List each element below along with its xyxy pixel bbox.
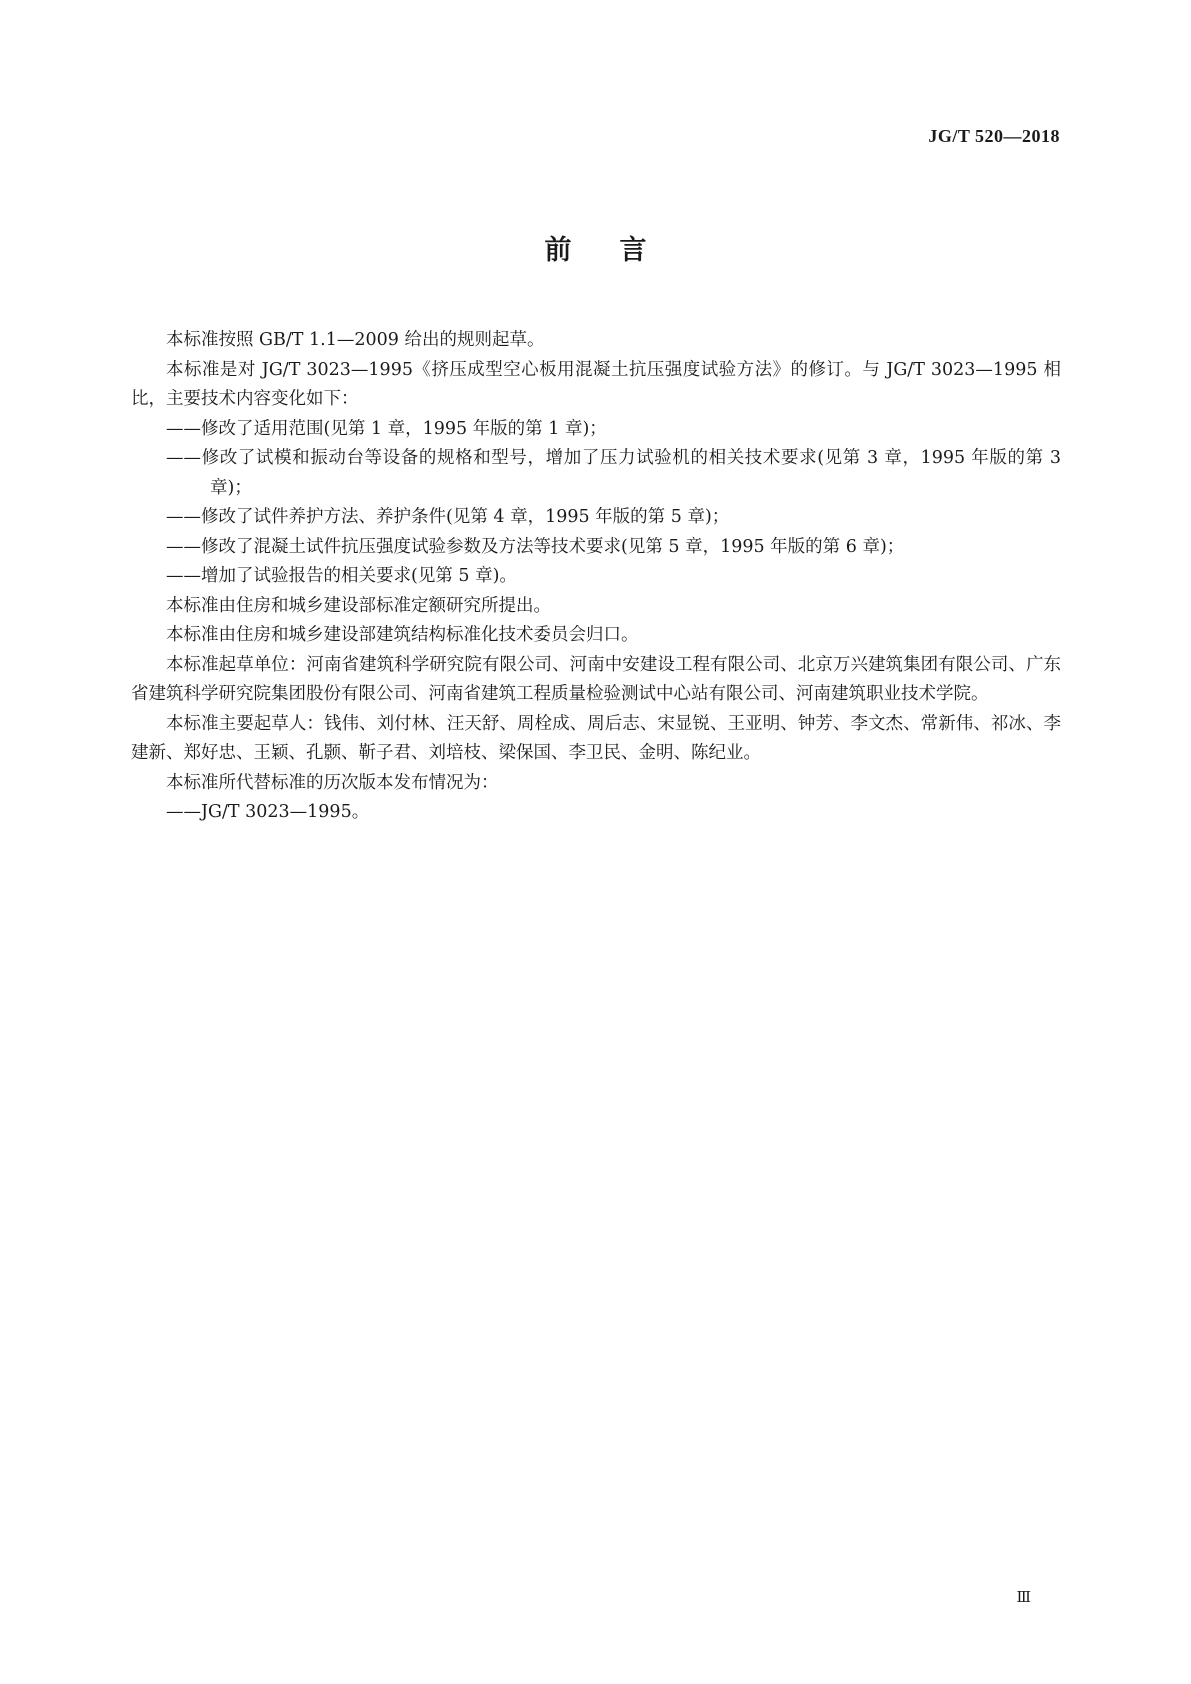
previous-edition-item: ——JG/T 3023—1995。: [166, 802, 370, 822]
change-item-scope: ——修改了适用范围(见第 1 章，1995 年版的第 1 章)；: [166, 418, 607, 439]
paragraph-proposed-by: 本标准由住房和城乡建设部标准定额研究所提出。: [166, 595, 551, 616]
change-item-test-report: ——增加了试验报告的相关要求(见第 5 章)。: [166, 566, 517, 586]
paragraph-revision-note: 本标准是对 JG/T 3023—1995《挤压成型空心板用混凝土抗压强度试验方法》的修订。与 JG/T 3023—1995 相比，主要技术内容变化如下：: [131, 359, 1061, 409]
change-item-equipment: ——修改了试模和振动台等设备的规格和型号，增加了压力试验机的相关技术要求(见第 3 章，1995 年版的第 3 章)；: [166, 448, 1061, 498]
paragraph-previous-editions: 本标准所代替标准的历次版本发布情况为：: [166, 772, 499, 793]
standard-number: JG/T 520—2018: [928, 126, 1060, 146]
paragraph-drafting-units: 本标准起草单位：河南省建筑科学研究院有限公司、河南中安建设工程有限公司、北京万兴建筑集团有限公司、广东省建筑科学研究院集团股份有限公司、河南省建筑工程质量检验测试中心站有限公司、河南建筑职业技术学院。: [131, 654, 1061, 704]
document-body: [131, 326, 1061, 828]
paragraph-administered-by: 本标准由住房和城乡建设部建筑结构标准化技术委员会归口。: [166, 625, 639, 645]
paragraph-drafting-rules: 本标准按照 GB/T 1.1—2009 给出的规则起草。: [166, 330, 545, 350]
change-item-test-parameters: ——修改了混凝土试件抗压强度试验参数及方法等技术要求(见第 5 章，1995 年版的第 6 章)；: [166, 536, 905, 557]
change-item-curing: ——修改了试件养护方法、养护条件(见第 4 章，1995 年版的第 5 章)；: [166, 507, 730, 527]
page-title: 前言: [544, 235, 695, 266]
paragraph-drafters: 本标准主要起草人：钱伟、刘付林、汪天舒、周栓成、周后志、宋显锐、王亚明、钟芳、李文杰、常新伟、祁冰、李建新、郑好忠、王颖、孔颢、靳子君、刘培枝、梁保国、李卫民、金明、陈纪业。: [131, 713, 1061, 763]
page-number: Ⅲ: [1016, 1588, 1031, 1606]
